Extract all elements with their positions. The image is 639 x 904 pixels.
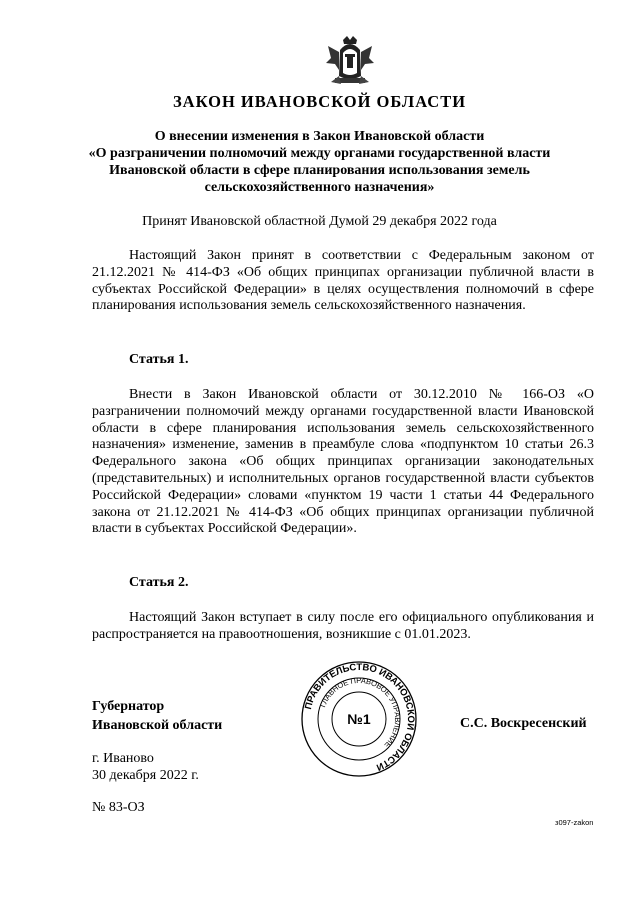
article-2-text: Настоящий Закон вступает в силу после его официального опубликования и распространяется на правоотношения, возникшие с 01.01.2023. [92,610,594,642]
coat-of-arms-icon [323,36,377,86]
signing-date: 30 декабря 2022 г. [92,768,199,783]
governor-title-line: Ивановской области [92,718,223,733]
seal-inner-text: ГЛАВНОЕ ПРАВОВОЕ УПРАВЛЕНИЕ [318,675,403,750]
seal-outer-text: ПРАВИТЕЛЬСТВО ИВАНОВСКОЙ ОБЛАСТИ [303,661,417,773]
place-and-date [92,750,199,784]
adoption-line: Принят Ивановской областной Думой 29 декабря 2022 года [142,214,497,229]
seal-number: №1 [347,711,371,727]
city: г. Иваново [92,751,154,766]
subtitle-line: О внесении изменения в Закон Ивановской области [154,129,485,144]
law-subtitle [70,128,569,196]
governor-name: С.С. Воскресенский [460,716,587,731]
official-seal [300,660,418,778]
article-2-title: Статья 2. [129,575,189,590]
governor-title [92,697,222,735]
subtitle-line: «О разграничении полномочий между органами государственной власти [88,146,551,161]
law-title: ЗАКОН ИВАНОВСКОЙ ОБЛАСТИ [172,92,467,111]
article-1-title: Статья 1. [129,352,189,367]
law-number: № 83-ОЗ [92,800,145,815]
governor-title-line: Губернатор [92,699,165,714]
article-1-text: Внести в Закон Ивановской области от 30.12.2010 № 166-ОЗ «О разграничении полномочий между органами государственной власти Ивановской области в сфере планирования использования земель сельскохозяйственного назначения» изменение, заменив в преамбуле слова «подпунктом 10 статьи 26.3 Федерального закона «Об общих принципах организации законодательных (представительных) и исполнительных органов государственной власти субъектов Российской Федерации» словами «пунктом 19 части 1 статьи 44 Федерального закона от 21.12.2021 № 414-ФЗ «Об общих принципах организации публичной власти в субъектах Российской Федерации». [92,387,594,537]
subtitle-line: Ивановской области в сфере планирования использования земель [109,163,530,178]
subtitle-line: сельскохозяйственного назначения» [204,180,435,195]
document-code: з097-zakon [555,818,594,827]
intro-paragraph: Настоящий Закон принят в соответствии с Федеральным законом от 21.12.2021 № 414-ФЗ «Об общих принципах организации публичной власти в субъектах Российской Федерации» в целях осуществления полномочий в сфере планирования использования земель сельскохозяйственного назначения. [92,248,594,314]
